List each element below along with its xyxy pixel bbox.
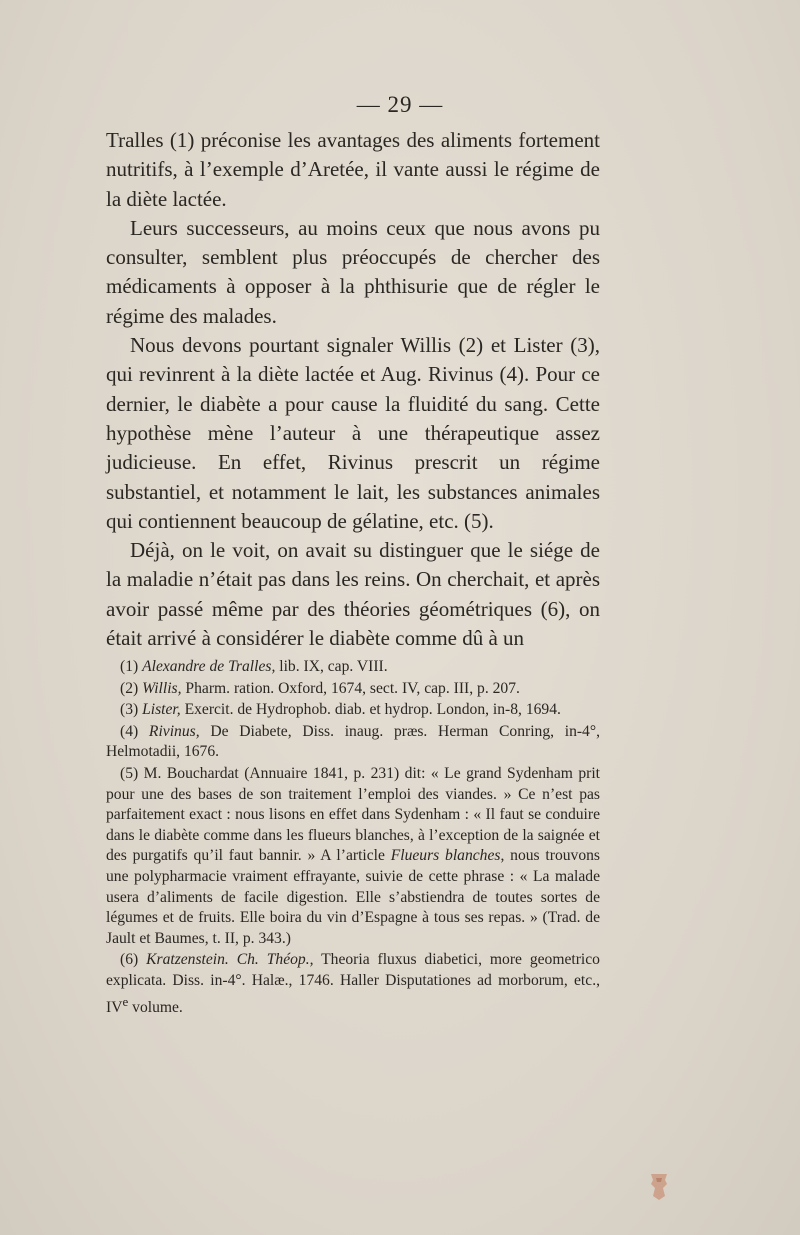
footnote-mark: (5) bbox=[120, 764, 139, 782]
footnote-mark: (2) bbox=[120, 679, 139, 697]
footnote-1 bbox=[106, 657, 600, 678]
footnote-tail: volume. bbox=[128, 998, 183, 1016]
footnote-author: Rivinus, bbox=[148, 722, 200, 740]
paragraph-2: Leurs successeurs, au moins ceux que nous avons pu consulter, semblent plus préoccupés de chercher des médicaments à opposer à la phthisurie que de régler le régime des malades. bbox=[106, 215, 600, 328]
footnote-author: Lister, bbox=[142, 701, 181, 719]
page-number: — 29 — bbox=[356, 92, 444, 117]
footnote-6 bbox=[106, 950, 600, 1018]
footnote-text: De Diabete, Diss. inaug. præs. Herman Conring, in-4°, Helmotadii, 1676. bbox=[106, 722, 600, 761]
footnote-4 bbox=[106, 722, 600, 763]
footnote-italic: Flueurs blanches bbox=[390, 847, 501, 865]
footnotes bbox=[106, 657, 600, 1019]
paragraph-3: Nous devons pourtant signaler Willis (2) et Lister (3), qui revinrent à la diète lactée et Aug. Rivinus (4). Pour ce dernier, le diabète a pour cause la fluidité du sang. Cette hypothèse mène l’auteur à une thérapeutique assez judicieuse. En effet, Rivinus prescrit un régime substantiel, et notamment le lait, les substances animales qui contiennent beaucoup de gélatine, etc. (5). bbox=[106, 333, 600, 533]
footnote-author: Kratzenstein. Ch. Théop., bbox=[146, 951, 314, 969]
footnote-author: Willis, bbox=[142, 679, 182, 697]
footnote-text: M. Bouchardat (Annuaire 1841, p. 231) dit: « Le grand Sydenham prit pour une des bases de son traitement l’emploi des viandes. » Ce n’est pas parfaitement exact : nous lisons en effet dans Sydenham : « Il faut se conduire dans le diabète comme dans les flueurs blanches, à l’exception de la saignée et des purgatifs qu’il faut bannir. » A l’article bbox=[106, 764, 600, 865]
footnote-author: Alexandre de Tralles, bbox=[142, 658, 276, 675]
footnote-text-continued: , nous trouvons une polypharmacie vraiment effrayante, suivie de cette phrase : « La malade usera d’aliments de facile digestion. Elle s’abstiendra de toutes sortes de légumes et de fruits. Elle boira du vin d’Espagne à tous ses repas. » (Trad. de Jault et Baumes, t. II, p. 343.) bbox=[106, 847, 601, 947]
footnote-mark: (4) bbox=[120, 722, 139, 740]
paragraph-4: Déjà, on le voit, on avait su distinguer que le siége de la maladie n’était pas dans les reins. On cherchait, et après avoir passé même par des théories géométriques (6), on était arrivé à considérer le diabète comme dû à un bbox=[106, 538, 600, 651]
footnote-mark: (6) bbox=[120, 951, 139, 969]
footnote-superscript: e bbox=[122, 993, 129, 1009]
footnote-mark: (1) bbox=[120, 658, 139, 675]
footnote-text: Exercit. de Hydrophob. diab. et hydrop. London, in-8, 1694. bbox=[180, 701, 561, 719]
paragraph-1: Tralles (1) préconise les avantages des aliments fortement nutritifs, à l’exemple d’Aretée, il vante aussi le régime de la diète lactée. bbox=[106, 128, 600, 211]
footnote-text: lib. IX, cap. VIII. bbox=[275, 658, 388, 675]
footnote-text: Theoria fluxus diabetici, more geometrico explicata. Diss. in-4°. Halæ., 1746. Haller Disputationes ad morborum, etc., IV bbox=[106, 951, 600, 1016]
main-text bbox=[106, 126, 600, 653]
footnote-text: Pharm. ration. Oxford, 1674, sect. IV, cap. III, p. 207. bbox=[181, 679, 520, 697]
footnote-mark: (3) bbox=[120, 701, 139, 719]
footnote-2 bbox=[106, 679, 600, 700]
library-stamp-icon bbox=[647, 1170, 671, 1202]
footnote-5 bbox=[106, 764, 600, 949]
footnote-3 bbox=[106, 700, 600, 721]
